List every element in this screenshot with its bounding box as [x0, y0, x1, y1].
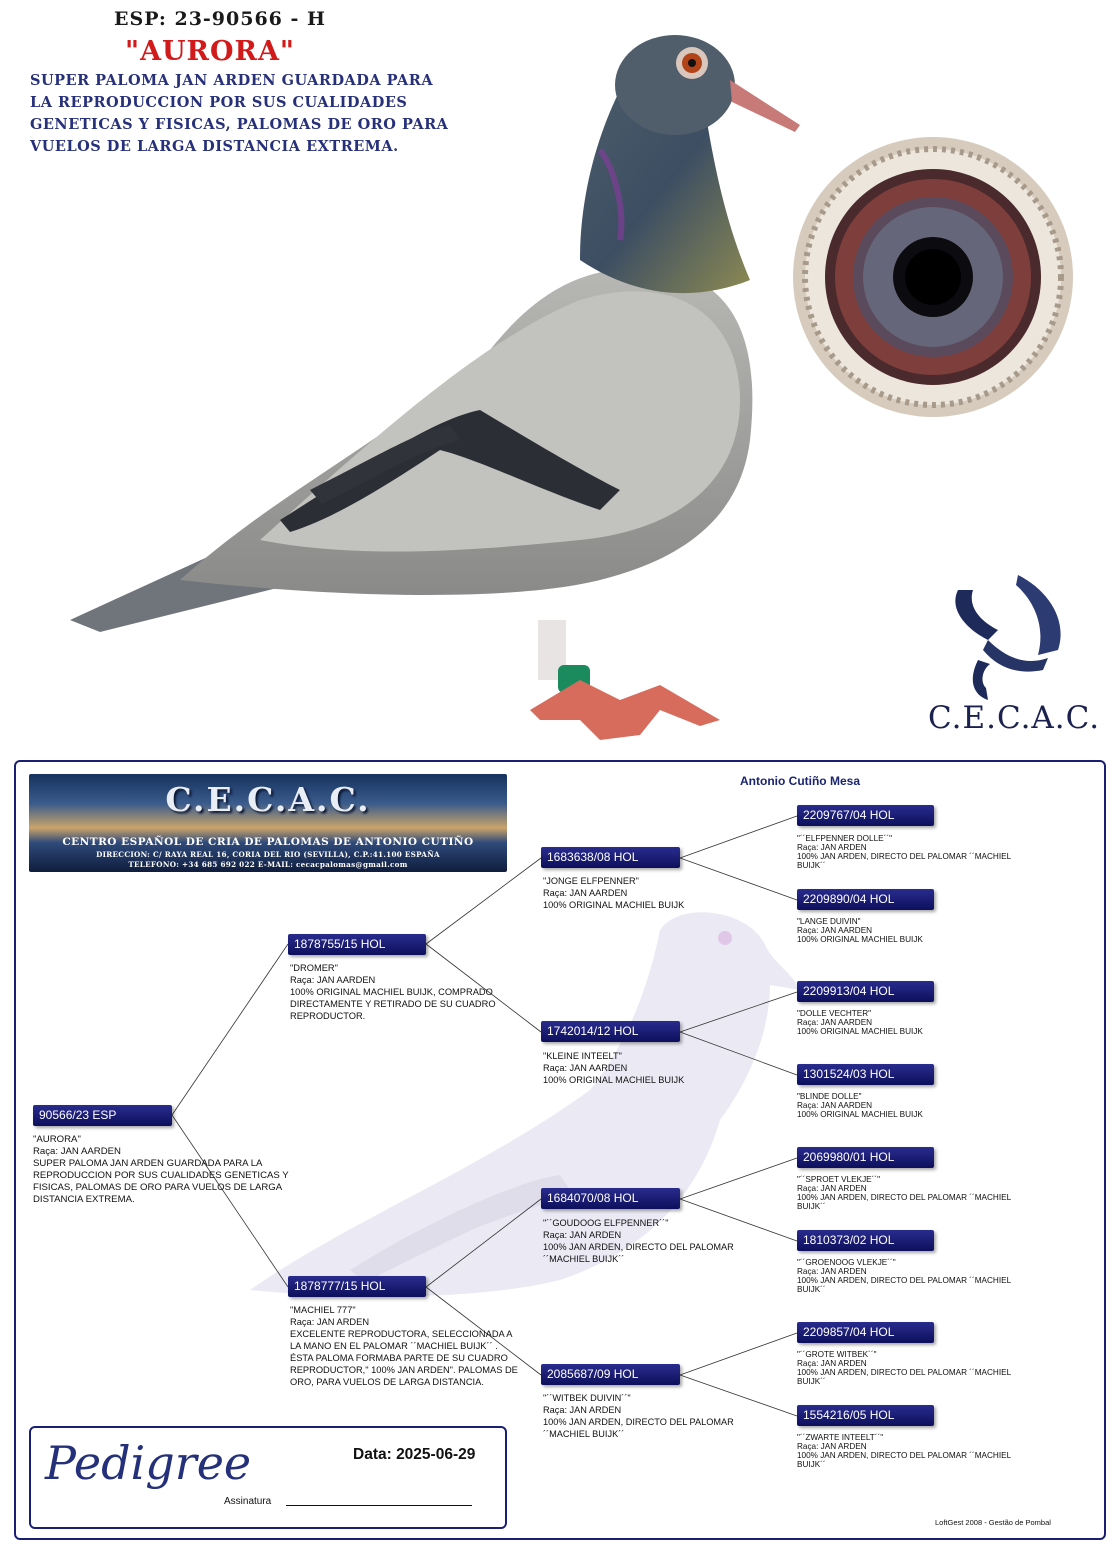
- grandparent-info: [543, 875, 743, 911]
- great-grandparent-ring[interactable]: 2069980/01 HOL: [797, 1147, 934, 1168]
- great-grandparent-info: [797, 917, 1012, 944]
- sire-notes: 100% ORIGINAL MACHIEL BUIJK, COMPRADO DIRECTAMENTE Y RETIRADO DE SU CUADRO REPRODUCTOR.: [290, 987, 496, 1021]
- great-grandparent-info: [797, 834, 1012, 870]
- software-credit: LoftGest 2008 - Gestão de Pombal: [935, 1518, 1051, 1527]
- ggp-breed: Raça: JAN ARDEN: [797, 1267, 867, 1276]
- ggp-notes: 100% JAN ARDEN, DIRECTO DEL PALOMAR ´´MACHIEL BUIJK´´: [797, 852, 1011, 870]
- grandparent-info: [543, 1050, 743, 1086]
- ggp-notes: 100% JAN ARDEN, DIRECTO DEL PALOMAR ´´MACHIEL BUIJK´´: [797, 1193, 1011, 1211]
- ggp-name: "BLINDE DOLLE": [797, 1092, 862, 1101]
- subject-name: "AURORA": [33, 1134, 81, 1145]
- subject-breed: Raça: JAN AARDEN: [33, 1146, 121, 1157]
- ggp-name: "´´ZWARTE INTEELT´´": [797, 1433, 884, 1442]
- grandparent-info: [543, 1392, 748, 1440]
- grandparent-ring[interactable]: 1683638/08 HOL: [541, 847, 680, 868]
- great-grandparent-ring[interactable]: 1554216/05 HOL: [797, 1405, 934, 1426]
- great-grandparent-info: [797, 1009, 1012, 1036]
- signature-label: Assinatura: [224, 1496, 272, 1507]
- great-grandparent-info: [797, 1350, 1012, 1386]
- ggp-notes: 100% JAN ARDEN, DIRECTO DEL PALOMAR ´´MACHIEL BUIJK´´: [797, 1368, 1011, 1386]
- great-grandparent-ring[interactable]: 2209857/04 HOL: [797, 1322, 934, 1343]
- grandparent-notes: 100% JAN ARDEN, DIRECTO DEL PALOMAR ´´MACHIEL BUIJK´´: [543, 1417, 734, 1439]
- sire-breed: Raça: JAN AARDEN: [290, 975, 376, 985]
- banner-title: C.E.C.A.C.: [165, 780, 371, 819]
- ggp-breed: Raça: JAN AARDEN: [797, 926, 873, 935]
- pedigree-script-label: Pedigree: [45, 1436, 252, 1490]
- great-grandparent-info: [797, 1258, 1012, 1294]
- grandparent-ring[interactable]: 1684070/08 HOL: [541, 1188, 680, 1209]
- ggp-name: "LANGE DUIVIN": [797, 917, 861, 926]
- great-grandparent-ring[interactable]: 2209913/04 HOL: [797, 981, 934, 1002]
- grandparent-ring[interactable]: 2085687/09 HOL: [541, 1364, 680, 1385]
- ggp-notes: 100% JAN ARDEN, DIRECTO DEL PALOMAR ´´MACHIEL BUIJK´´: [797, 1276, 1011, 1294]
- sire-name: "DROMER": [290, 963, 338, 973]
- breeder-name: Antonio Cutiño Mesa: [740, 774, 860, 788]
- dam-info: [290, 1304, 518, 1388]
- date-label: Data: 2025-06-29: [353, 1446, 476, 1463]
- banner-address: DIRECCION: C/ RAYA REAL 16, CORIA DEL RIO (SEVILLA), C.P.:41.100 ESPAÑA: [96, 850, 440, 859]
- grandparent-breed: Raça: JAN ARDEN: [543, 1230, 622, 1240]
- subject-info: [33, 1134, 323, 1206]
- grandparent-name: "´´WITBEK DUIVIN´´": [543, 1393, 631, 1403]
- grandparent-notes: 100% JAN ARDEN, DIRECTO DEL PALOMAR ´´MACHIEL BUIJK´´: [543, 1242, 734, 1264]
- dam-breed: Raça: JAN ARDEN: [290, 1317, 370, 1327]
- great-grandparent-ring[interactable]: 1301524/03 HOL: [797, 1064, 934, 1085]
- great-grandparent-ring[interactable]: 1810373/02 HOL: [797, 1230, 934, 1251]
- subject-ring[interactable]: 90566/23 ESP: [33, 1105, 172, 1126]
- bird-name: "AURORA": [125, 36, 295, 67]
- ggp-breed: Raça: JAN ARDEN: [797, 843, 867, 852]
- description-line: LA REPRODUCCION POR SUS CUALIDADES: [30, 94, 408, 111]
- grandparent-info: [543, 1217, 748, 1265]
- great-grandparent-info: [797, 1433, 1012, 1469]
- grandparent-breed: Raça: JAN AARDEN: [543, 888, 628, 898]
- dam-ring[interactable]: 1878777/15 HOL: [288, 1276, 426, 1297]
- ggp-name: "DOLLE VECHTER": [797, 1009, 872, 1018]
- ggp-breed: Raça: JAN ARDEN: [797, 1442, 867, 1451]
- ggp-notes: 100% ORIGINAL MACHIEL BUIJK: [797, 1110, 923, 1119]
- great-grandparent-info: [797, 1092, 1012, 1119]
- ggp-notes: 100% JAN ARDEN, DIRECTO DEL PALOMAR ´´MACHIEL BUIJK´´: [797, 1451, 1011, 1469]
- ggp-name: "´´SPROET VLEKJE´´": [797, 1175, 881, 1184]
- ggp-name: "´´GROENOOG VLEKJE´´": [797, 1258, 896, 1267]
- grandparent-ring[interactable]: 1742014/12 HOL: [541, 1021, 680, 1042]
- sire-info: [290, 962, 505, 1022]
- signature-line[interactable]: [286, 1505, 472, 1506]
- dam-name: "MACHIEL 777": [290, 1305, 356, 1315]
- ggp-notes: 100% ORIGINAL MACHIEL BUIJK: [797, 935, 923, 944]
- great-grandparent-ring[interactable]: 2209890/04 HOL: [797, 889, 934, 910]
- grandparent-notes: 100% ORIGINAL MACHIEL BUIJK: [543, 1075, 685, 1085]
- banner-subtitle: CENTRO ESPAÑOL DE CRIA DE PALOMAS DE ANTONIO CUTIÑO: [62, 836, 474, 848]
- sire-ring[interactable]: 1878755/15 HOL: [288, 934, 426, 955]
- great-grandparent-ring[interactable]: 2209767/04 HOL: [797, 805, 934, 826]
- cecac-logo-text: C.E.C.A.C.: [928, 700, 1101, 736]
- grandparent-name: "KLEINE INTEELT": [543, 1051, 622, 1061]
- ggp-notes: 100% ORIGINAL MACHIEL BUIJK: [797, 1027, 923, 1036]
- description-line: GENETICAS Y FISICAS, PALOMAS DE ORO PARA: [30, 116, 449, 133]
- dam-notes: EXCELENTE REPRODUCTORA, SELECCIONADA A LA MANO EN EL PALOMAR ´´MACHIEL BUIJK´´ . ÉSTA PALOMA FORMABA PARTE DE SU CUADRO REPRODUCTOR," 100% JAN ARDEN". PALOMAS DE ORO, PARA VUELOS DE LARGA DISTANCIA.: [290, 1329, 518, 1387]
- ggp-breed: Raça: JAN AARDEN: [797, 1018, 873, 1027]
- great-grandparent-info: [797, 1175, 1012, 1211]
- description-line: SUPER PALOMA JAN ARDEN GUARDADA PARA: [30, 72, 434, 89]
- grandparent-breed: Raça: JAN AARDEN: [543, 1063, 628, 1073]
- ggp-breed: Raça: JAN ARDEN: [797, 1359, 867, 1368]
- grandparent-name: "´´GOUDOOG ELFPENNER´´": [543, 1218, 669, 1228]
- ggp-name: "´´GROTE WITBEK´´": [797, 1350, 877, 1359]
- subject-notes: SUPER PALOMA JAN ARDEN GUARDADA PARA LA REPRODUCCION POR SUS CUALIDADES GENETICAS Y FISICAS, PALOMAS DE ORO PARA VUELOS DE LARGA DISTANCIA EXTREMA.: [33, 1158, 289, 1205]
- ggp-breed: Raça: JAN AARDEN: [797, 1101, 873, 1110]
- ring-code: ESP: 23-90566 - H: [114, 8, 326, 30]
- grandparent-breed: Raça: JAN ARDEN: [543, 1405, 622, 1415]
- ggp-name: "´´ELFPENNER DOLLE´´": [797, 834, 892, 843]
- ggp-breed: Raça: JAN ARDEN: [797, 1184, 867, 1193]
- banner-contact: TELEFONO: +34 685 692 022 E-MAIL: cecacpalomas@gmail.com: [128, 860, 408, 869]
- grandparent-notes: 100% ORIGINAL MACHIEL BUIJK: [543, 900, 685, 910]
- grandparent-name: "JONGE ELFPENNER": [543, 876, 639, 886]
- description-line: VUELOS DE LARGA DISTANCIA EXTREMA.: [30, 138, 399, 155]
